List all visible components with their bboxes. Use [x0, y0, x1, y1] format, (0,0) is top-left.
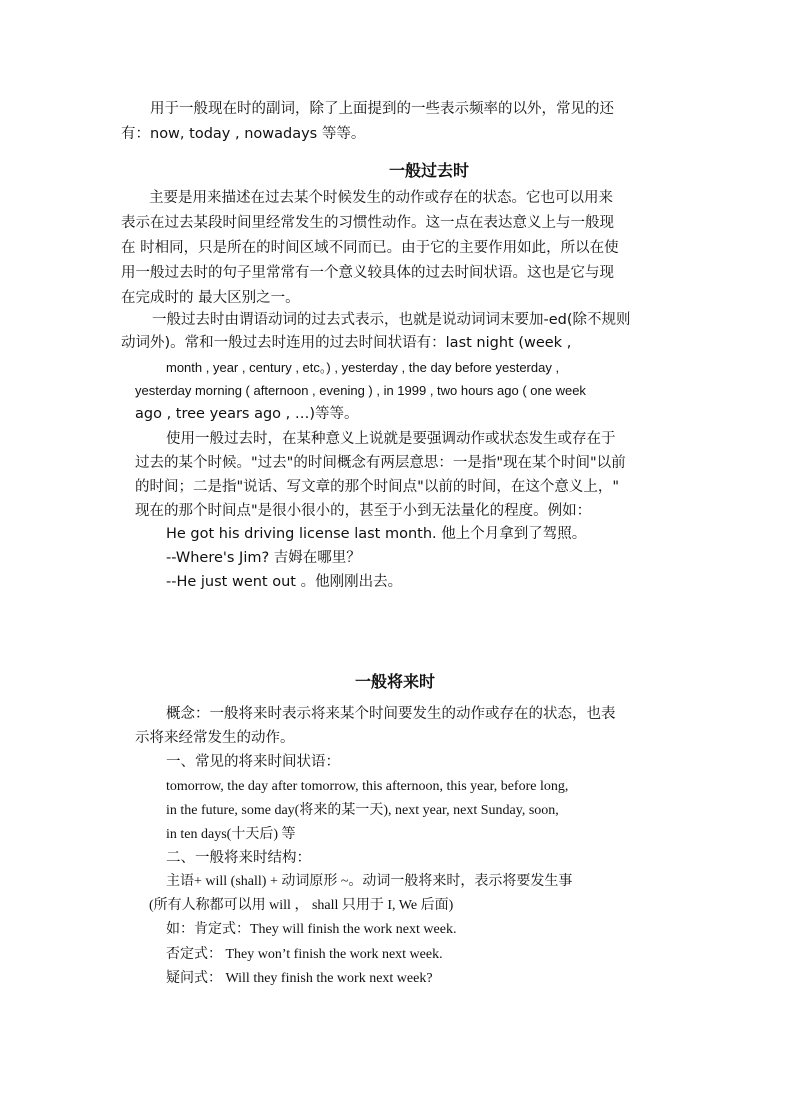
future-concept-line: 概念：一般将来时表示将来某个时间要发生的动作或存在的状态，也表 [166, 706, 616, 722]
past-para1-line: 主要是用来描述在过去某个时候发生的动作或存在的状态。它也可以用来 [149, 190, 613, 206]
past-example-line: He got his driving license last month. 他上个月拿到了驾照。 [166, 526, 587, 542]
past-para3-line: 的时间；二是指"说话、写文章的那个时间点"以前的时间，在这个意义上，" [135, 479, 620, 495]
future-item1-line: in the future, some day(将来的某一天), next year, next Sunday, soon, [166, 803, 559, 818]
future-item2-title: 二、一般将来时结构： [166, 850, 311, 866]
past-para1-line: 在完成时的 最大区别之一。 [121, 290, 300, 306]
past-para3-line: 现在的那个时间点"是很小很小的，甚至于小到无法量化的程度。例如： [135, 503, 592, 519]
intro-line-1: 用于一般现在时的副词，除了上面提到的一些表示频率的以外，常见的还 [150, 101, 614, 117]
past-para2-line: month , year , century , etc。) , yesterday , the day before yesterday , [166, 360, 560, 375]
future-form-line: 否定式： They won’t finish the work next week. [166, 947, 443, 962]
future-item1-line: tomorrow, the day after tomorrow, this afternoon, this year, before long, [166, 779, 569, 794]
future-item1-line: in ten days(十天后) 等 [166, 827, 296, 842]
intro-line-2: 有：now, today , nowadays 等等。 [121, 126, 366, 142]
past-para2-line: 一般过去时由谓语动词的过去式表示，也就是说动词词末要加-ed(除不规则 [152, 312, 631, 328]
heading-future-tense: 一般将来时 [355, 672, 436, 691]
future-structure-line: 主语+ will (shall) + 动词原形 ~。动词一般将来时，表示将要发生事 [166, 874, 573, 889]
past-para1-line: 在 时相同，只是所在的时间区域不同而已。由于它的主要作用如此，所以在使 [121, 240, 619, 256]
future-form-line: 如：肯定式：They will finish the work next week. [166, 922, 457, 937]
past-para2-line: 动词外)。常和一般过去时连用的过去时间状语有：last night (week , [121, 335, 572, 351]
past-example-line: --Where's Jim? 吉姆在哪里？ [166, 550, 361, 566]
future-concept-line: 示将来经常发生的动作。 [135, 730, 295, 746]
past-para3-line: 使用一般过去时，在某种意义上说就是要强调动作或状态发生或存在于 [166, 431, 616, 447]
past-para3-line: 过去的某个时候。"过去"的时间概念有两层意思：一是指"现在某个时间"以前 [135, 455, 626, 471]
past-para1-line: 表示在过去某段时间里经常发生的习惯性动作。这一点在表达意义上与一般现 [121, 215, 614, 231]
future-form-line: 疑问式： Will they finish the work next week? [166, 971, 433, 986]
future-item1-title: 一、常见的将来时间状语： [166, 754, 340, 770]
future-structure-line: (所有人称都可以用 will ， shall 只用于 I, We 后面) [149, 898, 454, 913]
past-para2-line: yesterday morning ( afternoon , evening ) , in 1999 , two hours ago ( one week [135, 383, 586, 398]
heading-past-tense: 一般过去时 [389, 161, 470, 180]
past-para1-line: 用一般过去时的句子里常常有一个意义较具体的过去时间状语。这也是它与现 [121, 265, 614, 281]
past-para2-line: ago , tree years ago , …)等等。 [135, 406, 359, 422]
past-example-line: --He just went out 。他刚刚出去。 [166, 574, 403, 590]
